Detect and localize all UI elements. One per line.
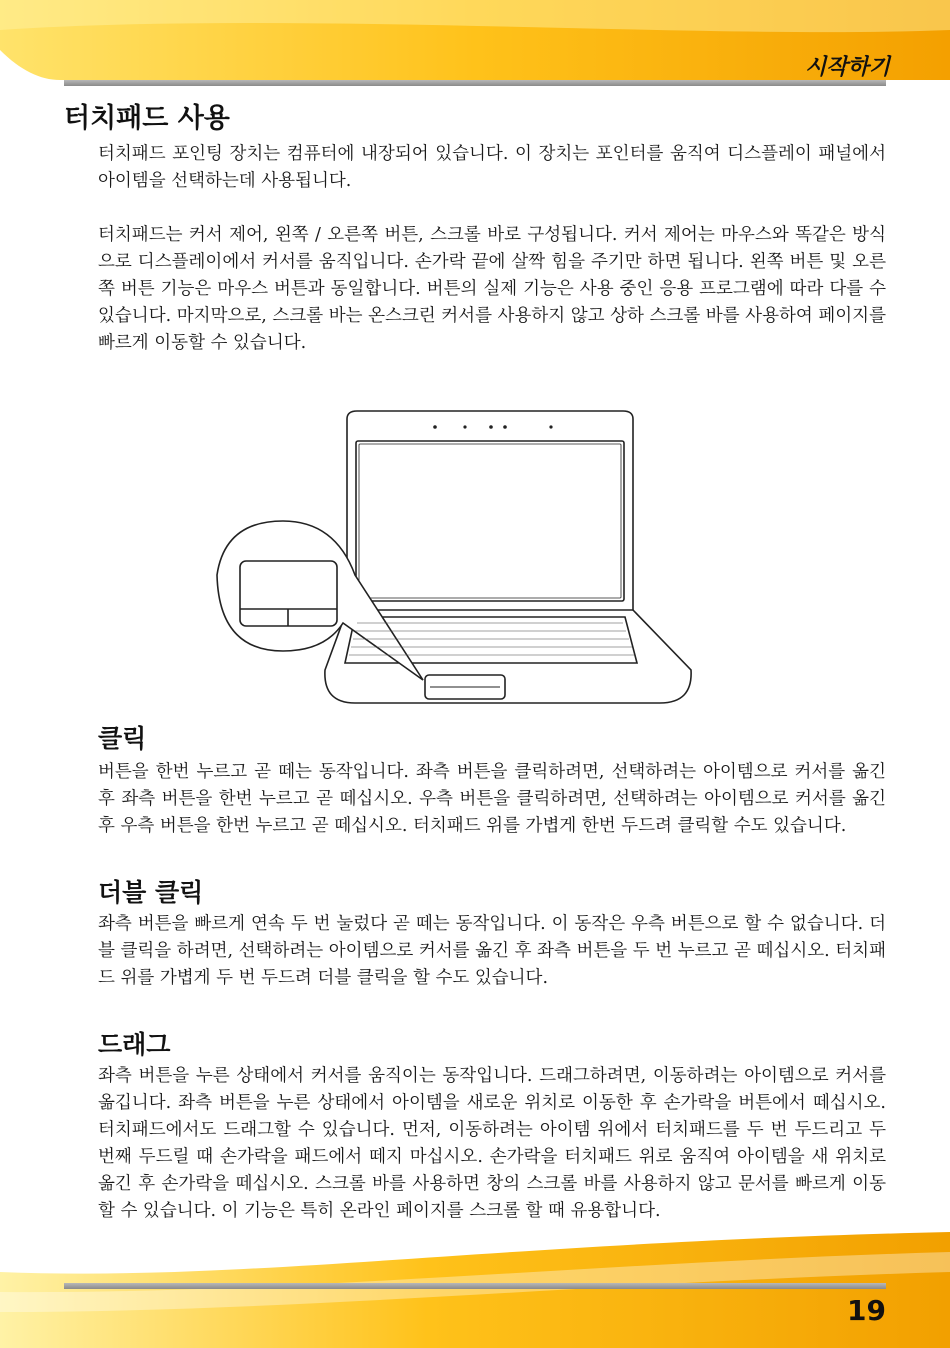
footer-band (0, 1232, 950, 1348)
header-rule (64, 80, 886, 86)
laptop-touchpad-illustration (205, 405, 725, 710)
touchpad-intro-paragraph: 터치패드 포인팅 장치는 컴퓨터에 내장되어 있습니다. 이 장치는 포인터를 움직여 디스플레이 패널에서 아이템을 선택하는데 사용됩니다. (98, 144, 886, 191)
section-title: 시작하기 (804, 55, 890, 80)
page-number: 19 (847, 1294, 886, 1327)
touchpad-description-paragraph: 터치패드는 커서 제어, 왼쪽 / 오른쪽 버튼, 스크롤 바로 구성됩니다. 커서 제어는 마우스와 똑같은 방식으로 디스플레이에서 커서를 움직입니다. 손가락 끝에 살짝 힘을 주기만 하면 됩니다. 왼쪽 버튼 및 오른쪽 버튼 기능은 마우스 버튼과 동일합니다. 버튼의 실제 기능은 사용 중인 응용 프로그램에 따라 다를 수 있습니다. 마지막으로, 스크롤 바는 온스크린 커서를 사용하지 않고 상하 스크롤 바를 사용하여 페이지를 빠르게 이동할 수 있습니다. (98, 225, 886, 353)
click-heading: 클릭 (98, 724, 147, 753)
footer-rule (64, 1283, 886, 1289)
click-paragraph: 버튼을 한번 누르고 곧 떼는 동작입니다. 좌측 버튼을 클릭하려면, 선택하려는 아이템으로 커서를 옮긴 후 좌측 버튼을 한번 누르고 곧 떼십시오. 우측 버튼을 클릭하려면, 선택하려는 아이템으로 커서를 옮긴 후 우측 버튼을 한번 누르고 곧 떼십시오. 터치패드 위를 가볍게 한번 두드려 클릭할 수도 있습니다. (98, 762, 886, 836)
drag-paragraph: 좌측 버튼을 누른 상태에서 커서를 움직이는 동작입니다. 드래그하려면, 이동하려는 아이템으로 커서를 옮깁니다. 좌측 버튼을 누른 상태에서 아이템을 새로운 위치로 이동한 후 손가락을 버튼에서 떼십시오. 터치패드에서도 드래그할 수 있습니다. 먼저, 이동하려는 아이템 위에서 터치패드를 두 번 두드리고 두 번째 두드릴 때 손가락을 패드에서 떼지 마십시오. 손가락을 터치패드 위로 움직여 아이템을 새 위치로 옮긴 후 손가락을 떼십시오. 스크롤 바를 사용하면 창의 스크롤 바를 사용하지 않고 문서를 빠르게 이동할 수 있습니다. 이 기능은 특히 온라인 페이지를 스크롤 할 때 유용합니다. (98, 1066, 886, 1221)
page-title: 터치패드 사용 (64, 103, 230, 134)
double-click-heading: 더블 클릭 (98, 878, 204, 907)
double-click-paragraph: 좌측 버튼을 빠르게 연속 두 번 눌렀다 곧 떼는 동작입니다. 이 동작은 우측 버튼으로 할 수 없습니다. 더블 클릭을 하려면, 선택하려는 아이템으로 커서를 옮긴 후 좌측 버튼을 두 번 누르고 곧 떼십시오. 터치패드 위를 가볍게 두 번 두드려 더블 클릭을 할 수도 있습니다. (98, 914, 886, 988)
drag-heading: 드래그 (98, 1030, 171, 1059)
